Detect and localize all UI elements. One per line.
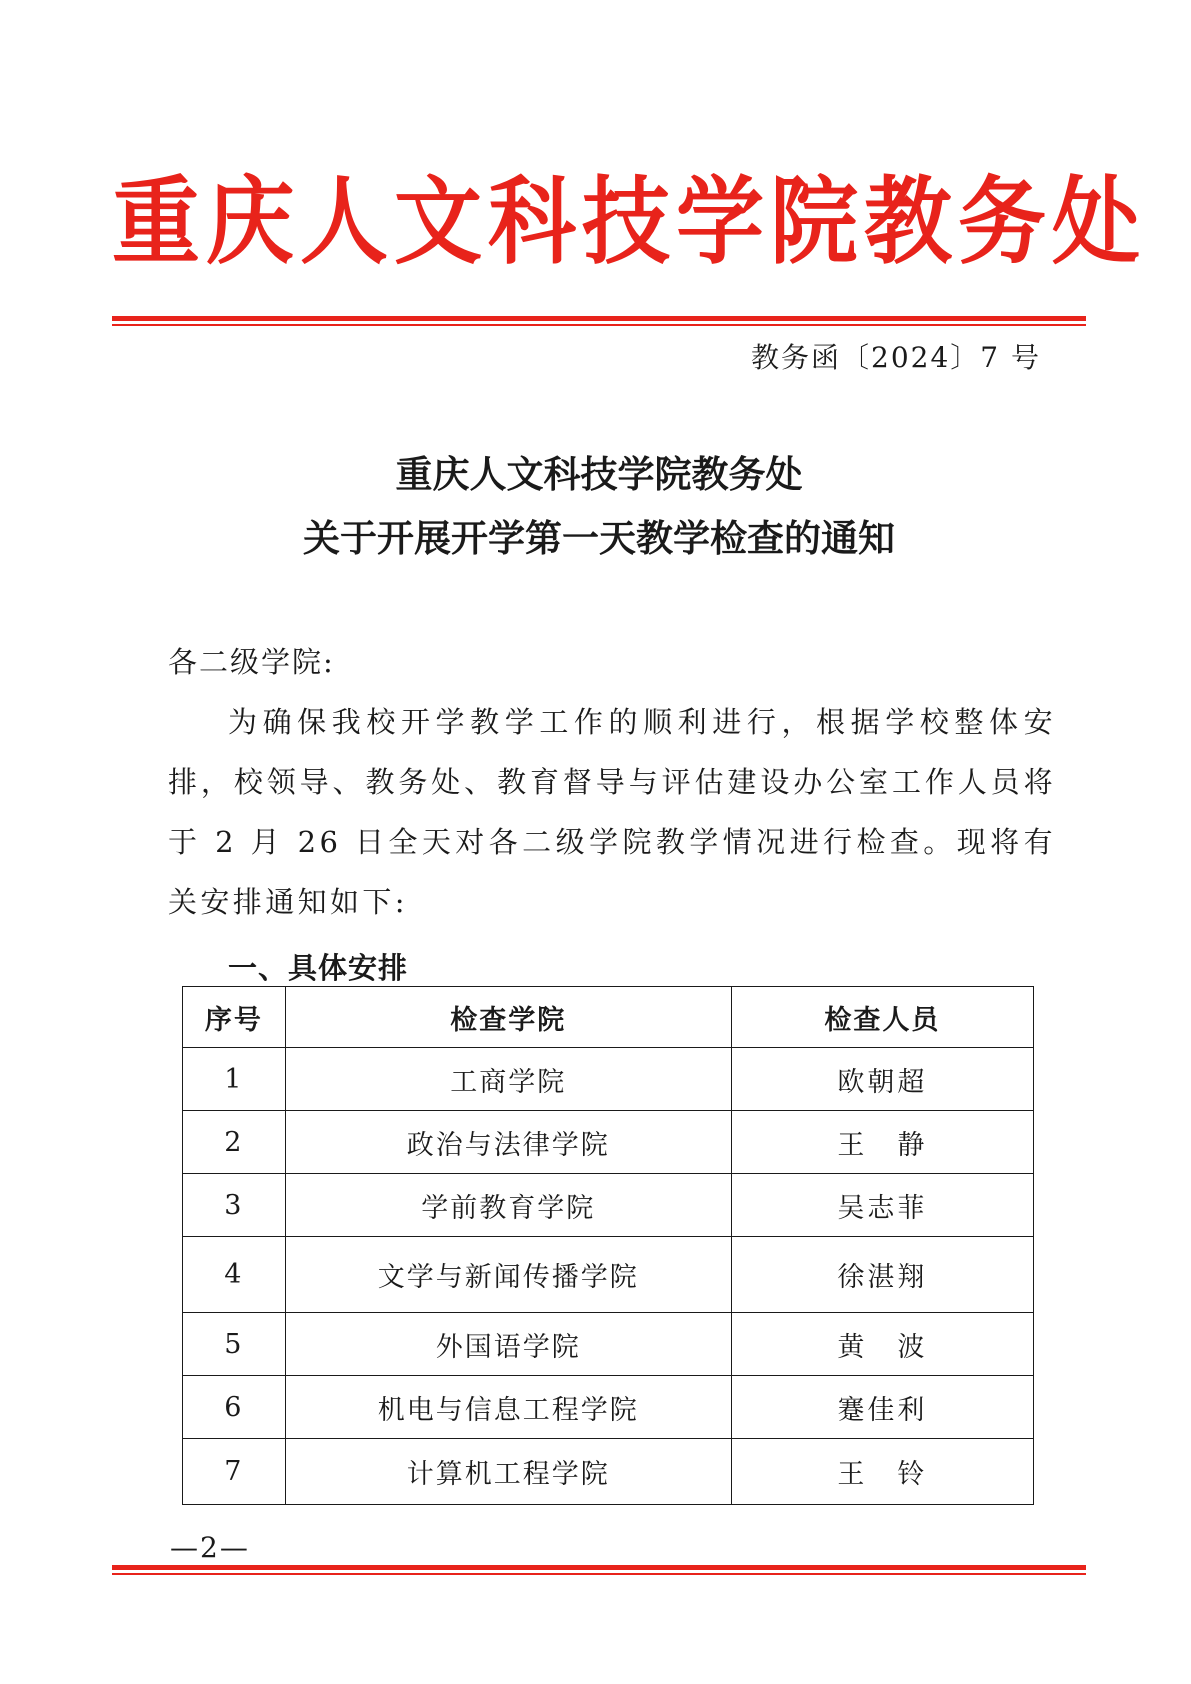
row-number: 1 [183, 1048, 286, 1111]
row-inspector: 吴志菲 [731, 1174, 1033, 1237]
footer-rule-thin [112, 1573, 1086, 1575]
table-row [183, 1174, 1034, 1237]
row-college: 工商学院 [285, 1048, 731, 1111]
masthead-rule-thin [112, 324, 1086, 326]
row-college: 文学与新闻传播学院 [285, 1237, 731, 1313]
table-row [183, 1439, 1034, 1505]
table-row [183, 1048, 1034, 1111]
table-row [183, 1237, 1034, 1313]
row-number: 6 [183, 1376, 286, 1439]
title-line-2: 关于开展开学第一天教学检查的通知 [303, 517, 895, 560]
body-paragraph: 为确保我校开学教学工作的顺利进行，根据学校整体安排，校领导、教务处、教育督导与评估建设办公室工作人员将于 2 月 26 日全天对各二级学院教学情况进行检查。现将有关安排通知如下: [168, 705, 1056, 919]
footer-rule-thick [112, 1565, 1086, 1570]
row-college: 外国语学院 [285, 1313, 731, 1376]
row-number: 3 [183, 1174, 286, 1237]
row-number: 4 [183, 1237, 286, 1313]
row-number: 7 [183, 1439, 286, 1505]
masthead-rule-thick [112, 316, 1086, 321]
document-number: 教务函〔2024〕7 号 [751, 341, 1041, 374]
header-cell-number: 序号 [183, 987, 286, 1048]
row-number: 2 [183, 1111, 286, 1174]
table-row [183, 1313, 1034, 1376]
row-college: 学前教育学院 [285, 1174, 731, 1237]
row-inspector: 王 静 [731, 1111, 1033, 1174]
header-cell-inspector: 检查人员 [731, 987, 1033, 1048]
row-college: 机电与信息工程学院 [285, 1376, 731, 1439]
row-number: 5 [183, 1313, 286, 1376]
section-heading: 一、具体安排 [228, 951, 409, 985]
table-row [183, 1376, 1034, 1439]
row-inspector: 王 铃 [731, 1439, 1033, 1505]
masthead-organization: 重庆人文科技学院教务处 [112, 165, 1147, 278]
inspection-schedule-table [182, 986, 1034, 1505]
header-cell-college: 检查学院 [285, 987, 731, 1048]
row-inspector: 徐湛翔 [731, 1237, 1033, 1313]
row-college: 政治与法律学院 [285, 1111, 731, 1174]
row-inspector: 黄 波 [731, 1313, 1033, 1376]
row-inspector: 欧朝超 [731, 1048, 1033, 1111]
title-line-1: 重庆人文科技学院教务处 [395, 453, 803, 496]
table-header-row [183, 987, 1034, 1048]
row-college: 计算机工程学院 [285, 1439, 731, 1505]
salutation: 各二级学院: [168, 645, 335, 679]
row-inspector: 蹇佳利 [731, 1376, 1033, 1439]
page-number: —2— [170, 1531, 250, 1564]
table-row [183, 1111, 1034, 1174]
